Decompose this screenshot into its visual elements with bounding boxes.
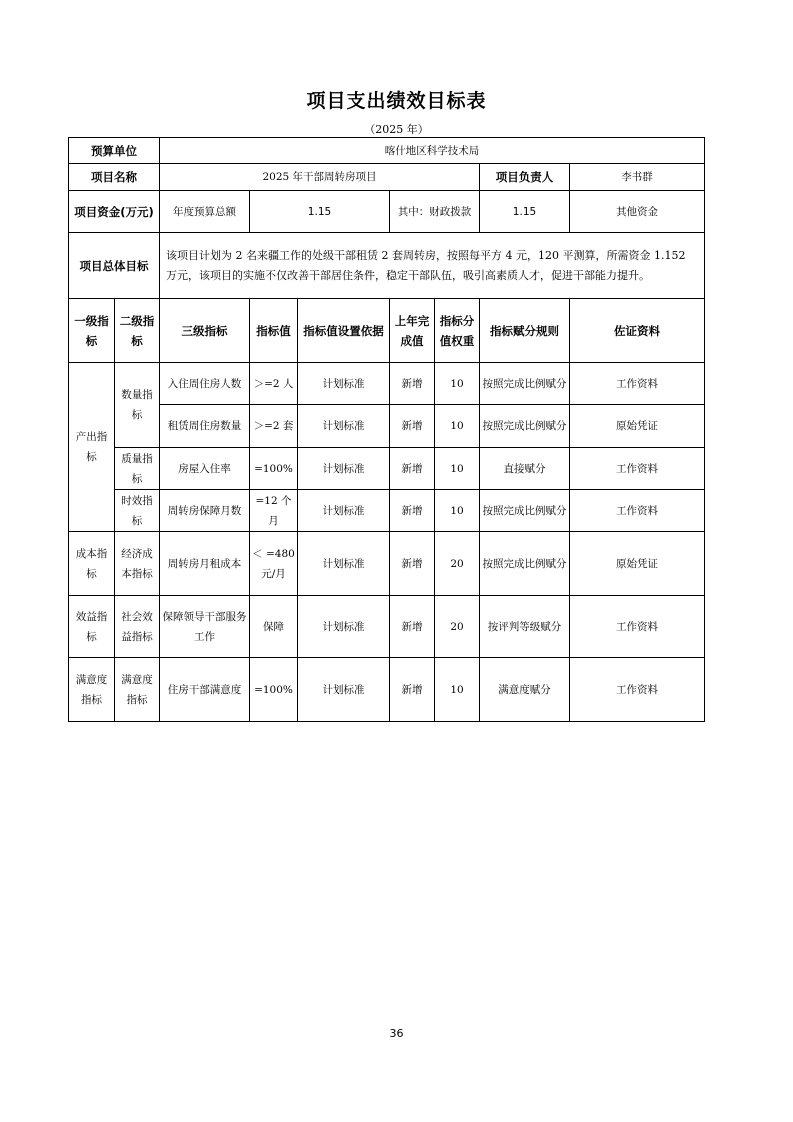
- fiscal-allocation-label: 其中：财政拨款: [390, 191, 480, 233]
- indicator-basis: 计划标准: [298, 448, 390, 490]
- fiscal-allocation-value: 1.15: [480, 191, 570, 233]
- indicator-last-year: 新增: [390, 658, 435, 722]
- indicator-name: 住房干部满意度: [160, 658, 250, 722]
- table-row: [69, 405, 705, 448]
- goal-label: 项目总体目标: [69, 233, 160, 299]
- budget-unit-row: [69, 138, 705, 164]
- indicator-last-year: 新增: [390, 448, 435, 490]
- page-title: 项目支出绩效目标表: [306, 90, 487, 112]
- subgroup-economic-cost: 经济成本指标: [115, 532, 160, 596]
- project-leader-label: 项目负责人: [480, 164, 570, 191]
- subgroup-quality: 质量指标: [115, 448, 160, 490]
- indicator-evidence: 工作资料: [570, 490, 705, 532]
- indicator-basis: 计划标准: [298, 363, 390, 405]
- indicator-last-year: 新增: [390, 490, 435, 532]
- group-output: 产出指标: [69, 363, 115, 532]
- year-subtitle: （2025 年）: [364, 123, 429, 136]
- indicator-basis: 计划标准: [298, 596, 390, 658]
- indicator-name: 周转房月租成本: [160, 532, 250, 596]
- table-row: [69, 658, 705, 722]
- subgroup-quantity: 数量指标: [115, 363, 160, 448]
- indicator-weight: 10: [435, 448, 480, 490]
- page-number: 36: [389, 1027, 404, 1040]
- indicator-name: 租赁周住房数量: [160, 405, 250, 448]
- indicator-value: ＜ =480 元/月: [250, 532, 298, 596]
- funds-row: [69, 191, 705, 233]
- indicator-weight: 10: [435, 363, 480, 405]
- goal-row: [69, 233, 705, 299]
- indicator-basis: 计划标准: [298, 405, 390, 448]
- project-leader-value: 李书群: [570, 164, 705, 191]
- performance-goals-table: [68, 137, 705, 722]
- indicator-evidence: 工作资料: [570, 658, 705, 722]
- budget-unit-value: 喀什地区科学技术局: [160, 138, 705, 164]
- indicator-evidence: 工作资料: [570, 363, 705, 405]
- group-cost: 成本指标: [69, 532, 115, 596]
- indicator-last-year: 新增: [390, 532, 435, 596]
- indicator-name: 入住周住房人数: [160, 363, 250, 405]
- table-row: [69, 490, 705, 532]
- header-value: 指标值: [250, 299, 298, 363]
- indicator-basis: 计划标准: [298, 658, 390, 722]
- indicator-weight: 20: [435, 596, 480, 658]
- indicator-last-year: 新增: [390, 596, 435, 658]
- indicator-rule: 直接赋分: [480, 448, 570, 490]
- header-last-year: 上年完成值: [390, 299, 435, 363]
- indicator-evidence: 工作资料: [570, 596, 705, 658]
- table-row: [69, 448, 705, 490]
- indicator-name: 周转房保障月数: [160, 490, 250, 532]
- indicator-name: 房屋入住率: [160, 448, 250, 490]
- indicator-last-year: 新增: [390, 363, 435, 405]
- header-evidence: 佐证资料: [570, 299, 705, 363]
- header-level1: 一级指标: [69, 299, 115, 363]
- goal-text: 该项目计划为 2 名来疆工作的处级干部租赁 2 套周转房，按照每平方 4 元，120 平测算，所需资金 1.152 万元，该项目的实施不仅改善干部居住条件，稳定干部队伍，吸引高素质人才，促进干部能力提升。: [160, 233, 705, 299]
- table-row: [69, 363, 705, 405]
- indicator-rule: 按照完成比例赋分: [480, 363, 570, 405]
- subgroup-timeliness: 时效指标: [115, 490, 160, 532]
- other-funds-label: 其他资金: [570, 191, 705, 233]
- indicator-weight: 10: [435, 405, 480, 448]
- indicator-value: ＞=2 人: [250, 363, 298, 405]
- indicator-basis: 计划标准: [298, 532, 390, 596]
- indicator-evidence: 原始凭证: [570, 405, 705, 448]
- group-benefit: 效益指标: [69, 596, 115, 658]
- header-row: [69, 299, 705, 363]
- project-name-label: 项目名称: [69, 164, 160, 191]
- table-row: [69, 532, 705, 596]
- project-name-value: 2025 年干部周转房项目: [160, 164, 480, 191]
- indicator-weight: 10: [435, 658, 480, 722]
- annual-budget-value: 1.15: [250, 191, 390, 233]
- header-level3: 三级指标: [160, 299, 250, 363]
- group-satisfaction: 满意度指标: [69, 658, 115, 722]
- funds-label: 项目资金(万元): [69, 191, 160, 233]
- indicator-evidence: 工作资料: [570, 448, 705, 490]
- indicator-rule: 按照完成比例赋分: [480, 405, 570, 448]
- indicator-basis: 计划标准: [298, 490, 390, 532]
- indicator-rule: 满意度赋分: [480, 658, 570, 722]
- header-level2: 二级指标: [115, 299, 160, 363]
- indicator-rule: 按照完成比例赋分: [480, 532, 570, 596]
- header-basis: 指标值设置依据: [298, 299, 390, 363]
- indicator-value: 保障: [250, 596, 298, 658]
- subgroup-satisfaction: 满意度指标: [115, 658, 160, 722]
- project-name-row: [69, 164, 705, 191]
- subgroup-social-benefit: 社会效益指标: [115, 596, 160, 658]
- indicator-weight: 20: [435, 532, 480, 596]
- header-weight: 指标分值权重: [435, 299, 480, 363]
- header-rule: 指标赋分规则: [480, 299, 570, 363]
- indicator-rule: 按照完成比例赋分: [480, 490, 570, 532]
- indicator-value: =100%: [250, 448, 298, 490]
- indicator-evidence: 原始凭证: [570, 532, 705, 596]
- indicator-last-year: 新增: [390, 405, 435, 448]
- indicator-weight: 10: [435, 490, 480, 532]
- indicator-rule: 按评判等级赋分: [480, 596, 570, 658]
- indicator-value: =100%: [250, 658, 298, 722]
- budget-unit-label: 预算单位: [69, 138, 160, 164]
- table-row: [69, 596, 705, 658]
- indicator-value: =12 个月: [250, 490, 298, 532]
- annual-budget-label: 年度预算总额: [160, 191, 250, 233]
- indicator-value: ＞=2 套: [250, 405, 298, 448]
- indicator-name: 保障领导干部服务工作: [160, 596, 250, 658]
